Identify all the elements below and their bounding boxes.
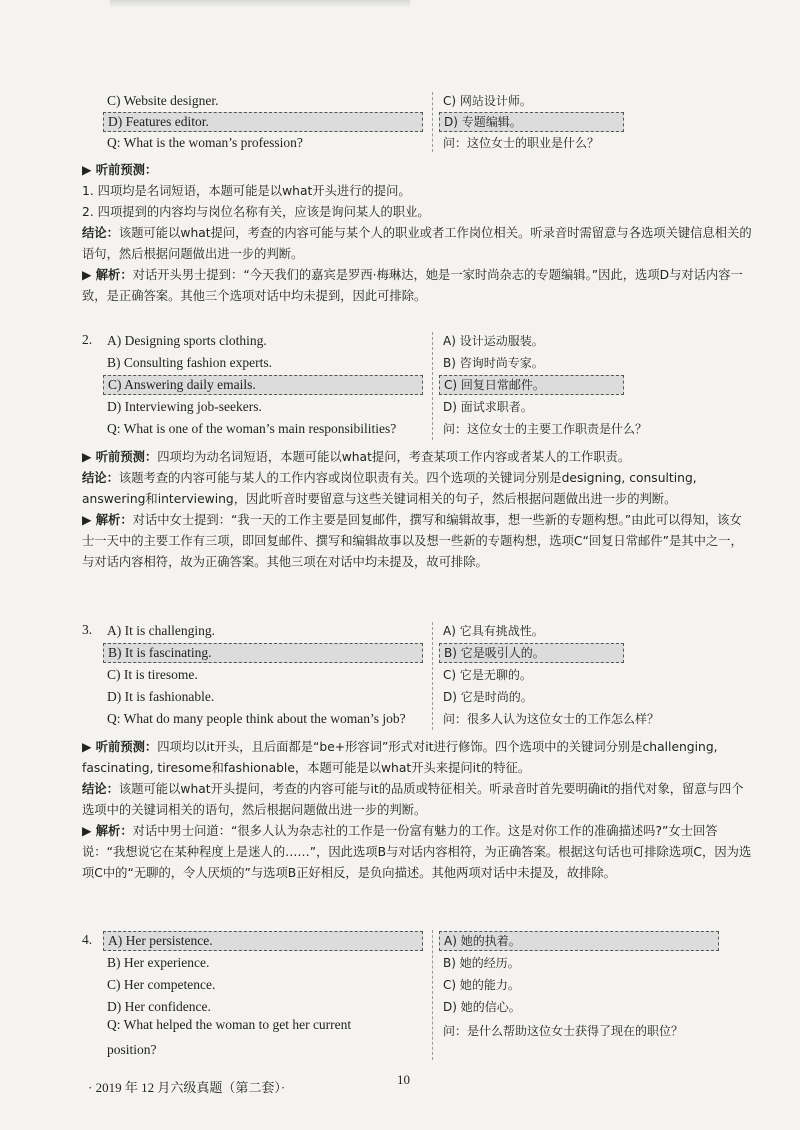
q2-question-en: Q: What is one of the woman’s main responsibilities? xyxy=(107,421,397,436)
q1-explanation xyxy=(82,160,752,307)
q2-option-c-en-correct: C) Answering daily emails. xyxy=(103,375,423,395)
column-divider xyxy=(432,332,433,440)
q2-option-d-en: D) Interviewing job-seekers. xyxy=(107,399,262,414)
q4-question-en-line-1: Q: What helped the woman to get her current xyxy=(107,1017,352,1032)
q1-option-d-zh-correct: D) 专题编辑。 xyxy=(439,112,624,132)
q2-option-c-zh-correct: C) 回复日常邮件。 xyxy=(439,375,624,395)
q4-option-d-en: D) Her confidence. xyxy=(107,999,211,1014)
q1-option-d-en-correct: D) Features editor. xyxy=(103,112,423,132)
q3-option-b-zh-correct: B) 它是吸引人的。 xyxy=(439,643,624,663)
q4-option-c-en: C) Her competence. xyxy=(107,977,216,992)
q4-question-zh: 问：是什么帮助这位女士获得了现在的职位？ xyxy=(443,1024,684,1038)
q1-analysis-label: ▶ 解析： xyxy=(82,268,133,282)
q1-question-zh: 问：这位女士的职业是什么？ xyxy=(443,136,600,150)
q4-option-c-zh: C) 她的能力。 xyxy=(443,978,520,992)
q1-question-en: Q: What is the woman’s profession? xyxy=(107,135,303,150)
q2-number: 2. xyxy=(82,332,93,347)
q4-option-b-en: B) Her experience. xyxy=(107,955,210,970)
q3-option-b-en-correct: B) It is fascinating. xyxy=(103,643,423,663)
q1-analysis: 对话开头男士提到：“今天我们的嘉宾是罗西·梅琳达，她是一家时尚杂志的专题编辑。”因此，选项D与对话内容一致，是正确答案。其他三个选项对话中均未提到，因此可排除。 xyxy=(82,268,743,303)
q3-conclusion-label: 结论： xyxy=(82,782,119,796)
q3-analysis: 对话中男士问道：“很多人认为杂志社的工作是一份富有魅力的工作。这是对你工作的准确描述吗?”女士回答说：“我想说它在某种程度上是迷人的……”，因此选项B与对话内容相符，为正确答案。根据这句话也可排除选项C，因为选项C中的“无聊的，令人厌烦的”与选项B正好相反，是负向描述。其他两项对话中未提及，故排除。 xyxy=(82,824,752,880)
footer-source: · 2019 年 12 月六级真题（第二套）· xyxy=(88,1080,286,1095)
q3-question-en: Q: What do many people think about the woman’s job? xyxy=(107,711,406,726)
q3-option-c-zh: C) 它是无聊的。 xyxy=(443,668,532,682)
column-divider xyxy=(432,930,433,1060)
q2-option-a-en: A) Designing sports clothing. xyxy=(107,333,267,348)
scan-edge-mark xyxy=(110,0,410,8)
q1-pre-label: ▶ 听前预测： xyxy=(82,163,158,177)
q2-conclusion-label: 结论： xyxy=(82,471,119,485)
q3-option-d-en: D) It is fashionable. xyxy=(107,689,215,704)
q3-option-a-en: A) It is challenging. xyxy=(107,623,215,638)
q2-explanation xyxy=(82,447,752,573)
q1-pre-2: 2. 四项提到的内容均与岗位名称有关，应该是询问某人的职业。 xyxy=(82,205,430,219)
q3-option-a-zh: A) 它具有挑战性。 xyxy=(443,624,544,638)
q1-conclusion-label: 结论： xyxy=(82,226,119,240)
q4-option-a-zh-correct: A) 她的执着。 xyxy=(439,931,719,951)
column-divider xyxy=(432,92,433,152)
q2-analysis-label: ▶ 解析： xyxy=(82,513,133,527)
q3-number: 3. xyxy=(82,622,93,637)
q3-option-d-zh: D) 它是时尚的。 xyxy=(443,690,533,704)
q1-option-c-en: C) Website designer. xyxy=(107,93,219,108)
q2-option-d-zh: D) 面试求职者。 xyxy=(443,400,533,414)
q1-conclusion: 该题可能以what提问，考查的内容可能与某个人的职业或者工作岗位相关。听录音时需留意与各选项关键信息相关的语句，然后根据问题做出进一步的判断。 xyxy=(82,226,752,261)
q2-option-a-zh: A) 设计运动服装。 xyxy=(443,334,544,348)
q2-option-b-zh: B) 咨询时尚专家。 xyxy=(443,356,544,370)
q2-conclusion: 该题考查的内容可能与某人的工作内容或岗位职责有关。四个选项的关键词分别是designing, consulting, answering和interviewing，因此听音时要留意与这些关键词相关的句子，然后根据问题做出进一步的判断。 xyxy=(82,471,697,506)
q4-number: 4. xyxy=(82,932,93,947)
q3-option-c-en: C) It is tiresome. xyxy=(107,667,198,682)
q2-pre-label: ▶ 听前预测： xyxy=(82,450,158,464)
q4-option-b-zh: B) 她的经历。 xyxy=(443,956,520,970)
q2-pre: 四项均为动名词短语，本题可能以what提问，考查某项工作内容或者某人的工作职责。 xyxy=(157,450,631,464)
q4-option-d-zh: D) 她的信心。 xyxy=(443,1000,521,1014)
q3-pre: 四项均以it开头，且后面都是“be+形容词”形式对it进行修饰。四个选项中的关键词分别是challenging, fascinating, tiresome和fashionable，本题可能是以what开头来提问it的特征。 xyxy=(82,740,718,775)
q1-pre-1: 1. 四项均是名词短语，本题可能是以what开头进行的提问。 xyxy=(82,184,411,198)
q3-pre-label: ▶ 听前预测： xyxy=(82,740,158,754)
q3-question-zh: 问：很多人认为这位女士的工作怎么样？ xyxy=(443,712,660,726)
page-number: 10 xyxy=(397,1072,410,1087)
q3-analysis-label: ▶ 解析： xyxy=(82,824,133,838)
q2-question-zh: 问：这位女士的主要工作职责是什么？ xyxy=(443,422,648,436)
q4-question-en-line-2: position? xyxy=(107,1042,157,1057)
column-divider xyxy=(432,622,433,730)
q3-conclusion: 该题可能以what开头提问，考查的内容可能与it的品质或特征相关。听录音时首先要明确it的指代对象，留意与四个选项中的关键词相关的语句，然后根据问题做出进一步的判断。 xyxy=(82,782,744,817)
q2-option-b-en: B) Consulting fashion experts. xyxy=(107,355,272,370)
q1-option-c-zh: C) 网站设计师。 xyxy=(443,94,532,108)
q4-option-a-en-correct: A) Her persistence. xyxy=(103,931,423,951)
q3-explanation xyxy=(82,737,752,884)
q2-analysis: 对话中女士提到：“我一天的工作主要是回复邮件，撰写和编辑故事，想一些新的专题构想。”由此可以得知，该女士一天中的主要工作有三项，即回复邮件、撰写和编辑故事以及想一些新的专题构想，选项C“回复日常邮件”是其中之一，与对话内容相符，故为正确答案。其他三项在对话中均未提及，故可排除。 xyxy=(82,513,743,569)
